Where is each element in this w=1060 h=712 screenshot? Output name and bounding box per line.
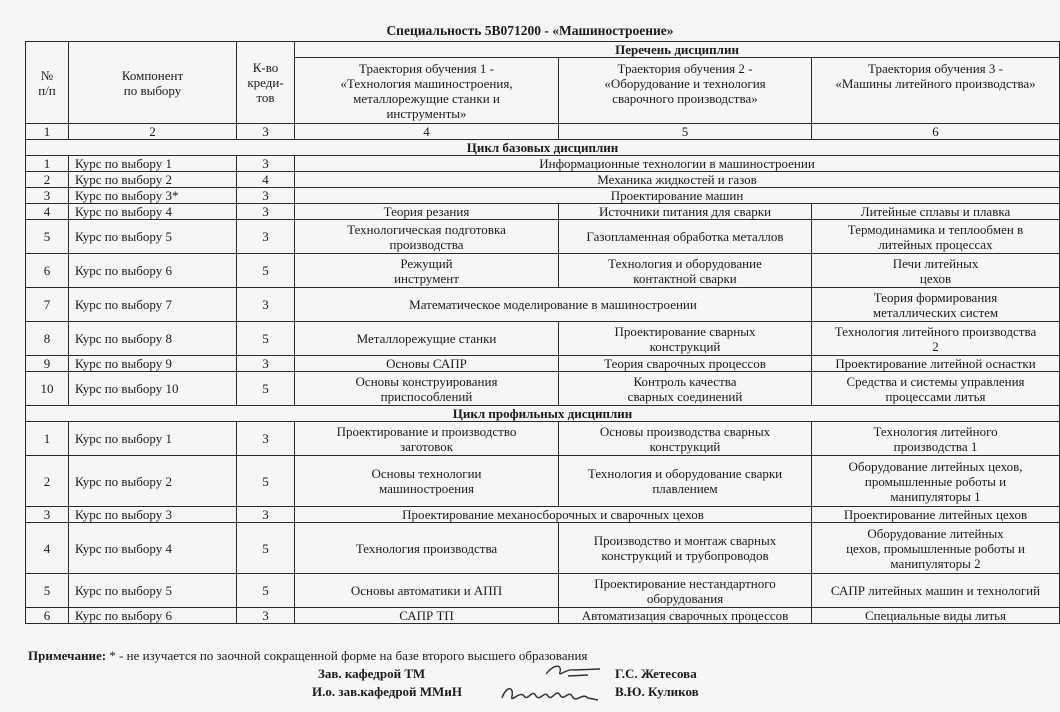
discipline-cell: Проектирование механосборочных и сварочных цехов [295, 507, 812, 523]
header-trajectory-1: Траектория обучения 1 - «Технология машиностроения, металлорежущие станки и инструменты» [295, 58, 559, 124]
col-number: 1 [26, 124, 69, 140]
col-number: 6 [812, 124, 1060, 140]
column-numbers-row [26, 124, 1060, 140]
table-row [26, 507, 1060, 523]
row-component: Курс по выбору 3* [69, 188, 237, 204]
table-row [26, 156, 1060, 172]
col-number: 2 [69, 124, 237, 140]
discipline-cell: Проектирование и производство заготовок [295, 422, 559, 456]
note-text: * - не изучается по заочной сокращенной форме на базе второго высшего образования [106, 648, 588, 663]
discipline-cell: Автоматизация сварочных процессов [559, 608, 812, 624]
discipline-cell: Проектирование литейных цехов [812, 507, 1060, 523]
signature-position-1: Зав. кафедрой ТМ [318, 666, 426, 681]
table-row [26, 204, 1060, 220]
row-component: Курс по выбору 4 [69, 204, 237, 220]
section-row [26, 140, 1060, 156]
header-trajectory-3: Траектория обучения 3 - «Машины литейного производства» [812, 58, 1060, 124]
discipline-cell: Источники питания для сварки [559, 204, 812, 220]
row-number: 3 [26, 507, 69, 523]
discipline-cell: Технология литейного производства 1 [812, 422, 1060, 456]
document-title: Специальность 5В071200 - «Машиностроение» [386, 23, 674, 38]
discipline-cell: Технология производства [295, 523, 559, 574]
discipline-cell: Термодинамика и теплообмен в литейных процессах [812, 220, 1060, 254]
row-number: 1 [26, 422, 69, 456]
header-num: № п/п [26, 42, 69, 124]
discipline-cell: Теория сварочных процессов [559, 356, 812, 372]
discipline-cell: Технология и оборудование сварки плавлением [559, 456, 812, 507]
discipline-cell: Режущий инструмент [295, 254, 559, 288]
row-component: Курс по выбору 5 [69, 220, 237, 254]
row-component: Курс по выбору 1 [69, 156, 237, 172]
row-credits: 5 [237, 322, 295, 356]
table-row [26, 523, 1060, 574]
section-row [26, 406, 1060, 422]
discipline-cell: Технология литейного производства 2 [812, 322, 1060, 356]
discipline-cell: Теория резания [295, 204, 559, 220]
discipline-cell: Металлорежущие станки [295, 322, 559, 356]
discipline-cell: Проектирование сварных конструкций [559, 322, 812, 356]
header-component: Компонент по выбору [69, 42, 237, 124]
row-number: 2 [26, 456, 69, 507]
table-row [26, 574, 1060, 608]
discipline-cell: Основы автоматики и АПП [295, 574, 559, 608]
header-trajectory-2: Траектория обучения 2 - «Оборудование и технология сварочного производства» [559, 58, 812, 124]
row-component: Курс по выбору 2 [69, 172, 237, 188]
discipline-cell: Технология и оборудование контактной сварки [559, 254, 812, 288]
signature-name-1: Г.С. Жетесова [615, 666, 697, 681]
row-number: 6 [26, 608, 69, 624]
row-credits: 3 [237, 156, 295, 172]
table-row [26, 288, 1060, 322]
discipline-cell: Оборудование литейных цехов, промышленные роботы и манипуляторы 1 [812, 456, 1060, 507]
signature-name-2: В.Ю. Куликов [615, 684, 699, 699]
discipline-cell: Основы технологии машиностроения [295, 456, 559, 507]
row-credits: 4 [237, 172, 295, 188]
row-component: Курс по выбору 2 [69, 456, 237, 507]
row-component: Курс по выбору 10 [69, 372, 237, 406]
table-row [26, 322, 1060, 356]
row-component: Курс по выбору 6 [69, 608, 237, 624]
row-number: 9 [26, 356, 69, 372]
discipline-cell: Математическое моделирование в машиностроении [295, 288, 812, 322]
row-credits: 5 [237, 523, 295, 574]
row-number: 1 [26, 156, 69, 172]
row-component: Курс по выбору 7 [69, 288, 237, 322]
col-number: 5 [559, 124, 812, 140]
discipline-cell: Технологическая подготовка производства [295, 220, 559, 254]
row-number: 4 [26, 523, 69, 574]
row-number: 10 [26, 372, 69, 406]
discipline-cell: САПР ТП [295, 608, 559, 624]
row-number: 2 [26, 172, 69, 188]
table-row [26, 188, 1060, 204]
signature-position-2: И.о. зав.кафедрой ММиН [312, 684, 462, 699]
discipline-cell: Производство и монтаж сварных конструкций и трубопроводов [559, 523, 812, 574]
row-credits: 3 [237, 507, 295, 523]
discipline-cell: Контроль качества сварных соединений [559, 372, 812, 406]
row-credits: 5 [237, 372, 295, 406]
table-row [26, 254, 1060, 288]
row-number: 3 [26, 188, 69, 204]
discipline-cell: Специальные виды литья [812, 608, 1060, 624]
table-row [26, 356, 1060, 372]
discipline-cell: Газопламенная обработка металлов [559, 220, 812, 254]
table-row [26, 172, 1060, 188]
handwritten-signature-2 [498, 680, 608, 710]
table-row [26, 220, 1060, 254]
header-credits: К-во креди- тов [237, 42, 295, 124]
discipline-cell: Печи литейных цехов [812, 254, 1060, 288]
row-credits: 3 [237, 288, 295, 322]
discipline-cell: Средства и системы управления процессами литья [812, 372, 1060, 406]
row-number: 5 [26, 220, 69, 254]
row-credits: 3 [237, 608, 295, 624]
discipline-cell: Оборудование литейных цехов, промышленные роботы и манипуляторы 2 [812, 523, 1060, 574]
note-label: Примечание: [28, 648, 107, 663]
discipline-cell: Проектирование нестандартного оборудования [559, 574, 812, 608]
table-row [26, 456, 1060, 507]
discipline-cell: САПР литейных машин и технологий [812, 574, 1060, 608]
curriculum-table [25, 41, 1060, 624]
row-number: 7 [26, 288, 69, 322]
handwritten-signature-1 [540, 660, 610, 682]
discipline-cell: Проектирование литейной оснастки [812, 356, 1060, 372]
table-row [26, 372, 1060, 406]
table-row [26, 422, 1060, 456]
discipline-cell: Основы конструирования приспособлений [295, 372, 559, 406]
col-number: 4 [295, 124, 559, 140]
col-number: 3 [237, 124, 295, 140]
row-credits: 5 [237, 574, 295, 608]
row-credits: 3 [237, 188, 295, 204]
row-credits: 5 [237, 254, 295, 288]
discipline-cell: Теория формирования металлических систем [812, 288, 1060, 322]
row-component: Курс по выбору 9 [69, 356, 237, 372]
row-number: 6 [26, 254, 69, 288]
discipline-cell: Механика жидкостей и газов [295, 172, 1060, 188]
row-number: 8 [26, 322, 69, 356]
note [28, 648, 587, 664]
row-credits: 3 [237, 356, 295, 372]
row-number: 5 [26, 574, 69, 608]
row-credits: 3 [237, 220, 295, 254]
row-component: Курс по выбору 3 [69, 507, 237, 523]
row-component: Курс по выбору 1 [69, 422, 237, 456]
row-component: Курс по выбору 8 [69, 322, 237, 356]
row-credits: 5 [237, 456, 295, 507]
discipline-cell: Проектирование машин [295, 188, 1060, 204]
row-component: Курс по выбору 5 [69, 574, 237, 608]
header-disciplines: Перечень дисциплин [295, 42, 1060, 58]
table-row [26, 608, 1060, 624]
row-number: 4 [26, 204, 69, 220]
row-component: Курс по выбору 6 [69, 254, 237, 288]
discipline-cell: Информационные технологии в машиностроении [295, 156, 1060, 172]
row-component: Курс по выбору 4 [69, 523, 237, 574]
discipline-cell: Основы САПР [295, 356, 559, 372]
row-credits: 3 [237, 422, 295, 456]
section-title: Цикл базовых дисциплин [26, 140, 1060, 156]
section-title: Цикл профильных дисциплин [26, 406, 1060, 422]
discipline-cell: Основы производства сварных конструкций [559, 422, 812, 456]
row-credits: 3 [237, 204, 295, 220]
discipline-cell: Литейные сплавы и плавка [812, 204, 1060, 220]
